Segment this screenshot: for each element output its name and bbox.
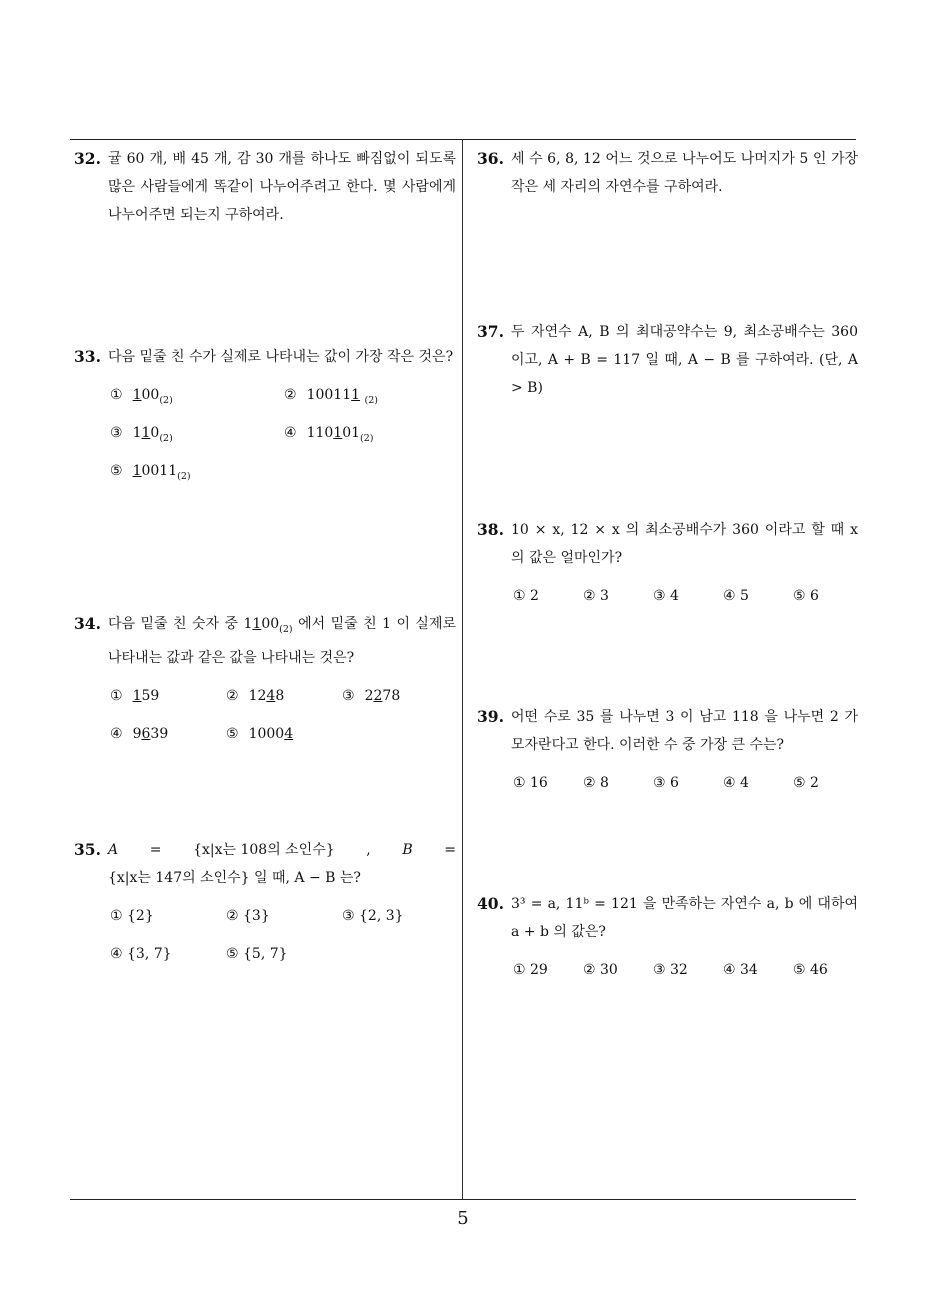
option-3[interactable]: ③ 4: [653, 588, 679, 604]
question-34: [74, 610, 457, 742]
option-4[interactable]: ④ {3, 7}: [110, 946, 172, 962]
option-3[interactable]: ③ {2, 3}: [342, 908, 404, 924]
question-number: 34.: [74, 614, 101, 633]
option-2[interactable]: ② 3: [583, 588, 609, 604]
option-2[interactable]: ② 8: [583, 775, 609, 791]
option-3[interactable]: ③ $110_{(2)}$: [110, 425, 173, 444]
option-3[interactable]: ③ 32: [653, 962, 688, 978]
option-1[interactable]: ① 29: [513, 962, 548, 978]
question-number: 39.: [477, 707, 504, 726]
question-text: 두 자연수 A, B 의 최대공약수는 9, 최소공배수는 360 이고, A + B = 117 일 때, A − B 를 구하여라. (단, A > B): [511, 324, 858, 396]
option-5[interactable]: ⑤ 46: [793, 962, 828, 978]
question-number: 37.: [477, 322, 504, 341]
question-38: [477, 516, 858, 604]
option-1[interactable]: ① $100_{(2)}$: [110, 387, 173, 406]
option-5[interactable]: ⑤ 2: [793, 775, 819, 791]
question-35: [74, 836, 456, 962]
question-text: 3³ = a, 11ᵇ = 121 을 만족하는 자연수 a, b 에 대하여 a + b 의 값은?: [511, 896, 858, 940]
option-5[interactable]: ⑤ {5, 7}: [226, 946, 288, 962]
column-divider: [462, 139, 463, 1200]
option-1[interactable]: ① 16: [513, 775, 548, 791]
option-5[interactable]: ⑤ 6: [793, 588, 819, 604]
question-text: 10 × x, 12 × x 의 최소공배수가 360 이라고 할 때 x 의 값은 얼마인가?: [511, 522, 858, 566]
option-4[interactable]: ④ 9639: [110, 725, 169, 742]
question-text: 어떤 수로 35 를 나누면 3 이 남고 118 을 나누면 2 가 모자란다고 한다. 이러한 수 중 가장 큰 수는?: [511, 709, 858, 753]
question-40: [477, 890, 858, 978]
question-number: 36.: [477, 149, 504, 168]
question-39: [477, 703, 858, 791]
question-text: 다음 밑줄 친 숫자 중 $1100_{(2)}$ 에서 밑줄 친 1 이 실제로 나타내는 값과 같은 값을 나타내는 것은?: [108, 616, 457, 666]
option-3[interactable]: ③ 6: [653, 775, 679, 791]
option-4[interactable]: ④ 5: [723, 588, 749, 604]
option-5[interactable]: ⑤ 10004: [226, 725, 294, 742]
option-3[interactable]: ③ 2278: [342, 687, 401, 704]
question-number: 35.: [74, 840, 101, 859]
question-text: 세 수 6, 8, 12 어느 것으로 나누어도 나머지가 5 인 가장 작은 세 자리의 자연수를 구하여라.: [511, 151, 858, 195]
question-text-line-1: A = {x|x는 108의 소인수} , B =: [108, 842, 456, 858]
bottom-rule: [70, 1199, 856, 1200]
option-4[interactable]: ④ $110101_{(2)}$: [284, 425, 374, 444]
option-2[interactable]: ② 1248: [226, 687, 285, 704]
question-32: [74, 145, 456, 229]
question-36: [477, 145, 858, 201]
option-2[interactable]: ② 30: [583, 962, 618, 978]
page-number: 5: [457, 1208, 469, 1229]
option-2[interactable]: ② 100111 $_{(2)}$: [284, 387, 378, 406]
top-rule: [70, 139, 856, 140]
question-text: 다음 밑줄 친 수가 실제로 나타내는 값이 가장 작은 것은?: [108, 349, 454, 365]
option-5[interactable]: ⑤ $10011_{(2)}$: [110, 463, 191, 482]
option-4[interactable]: ④ 4: [723, 775, 749, 791]
question-number: 38.: [477, 520, 504, 539]
question-33: [74, 343, 456, 482]
option-1[interactable]: ① 159: [110, 687, 160, 704]
question-37: [477, 318, 858, 402]
option-1[interactable]: ① 2: [513, 588, 539, 604]
question-number: 33.: [74, 347, 101, 366]
option-2[interactable]: ② {3}: [226, 908, 270, 924]
option-1[interactable]: ① {2}: [110, 908, 154, 924]
option-4[interactable]: ④ 34: [723, 962, 758, 978]
question-number: 40.: [477, 894, 504, 913]
question-text-line-2: {x|x는 147의 소인수} 일 때, A − B 는?: [108, 870, 361, 886]
question-text: 귤 60 개, 배 45 개, 감 30 개를 하나도 빠짐없이 되도록 많은 사람들에게 똑같이 나누어주려고 한다. 몇 사람에게 나누어주면 되는지 구하여라.: [108, 151, 456, 223]
question-number: 32.: [74, 149, 101, 168]
